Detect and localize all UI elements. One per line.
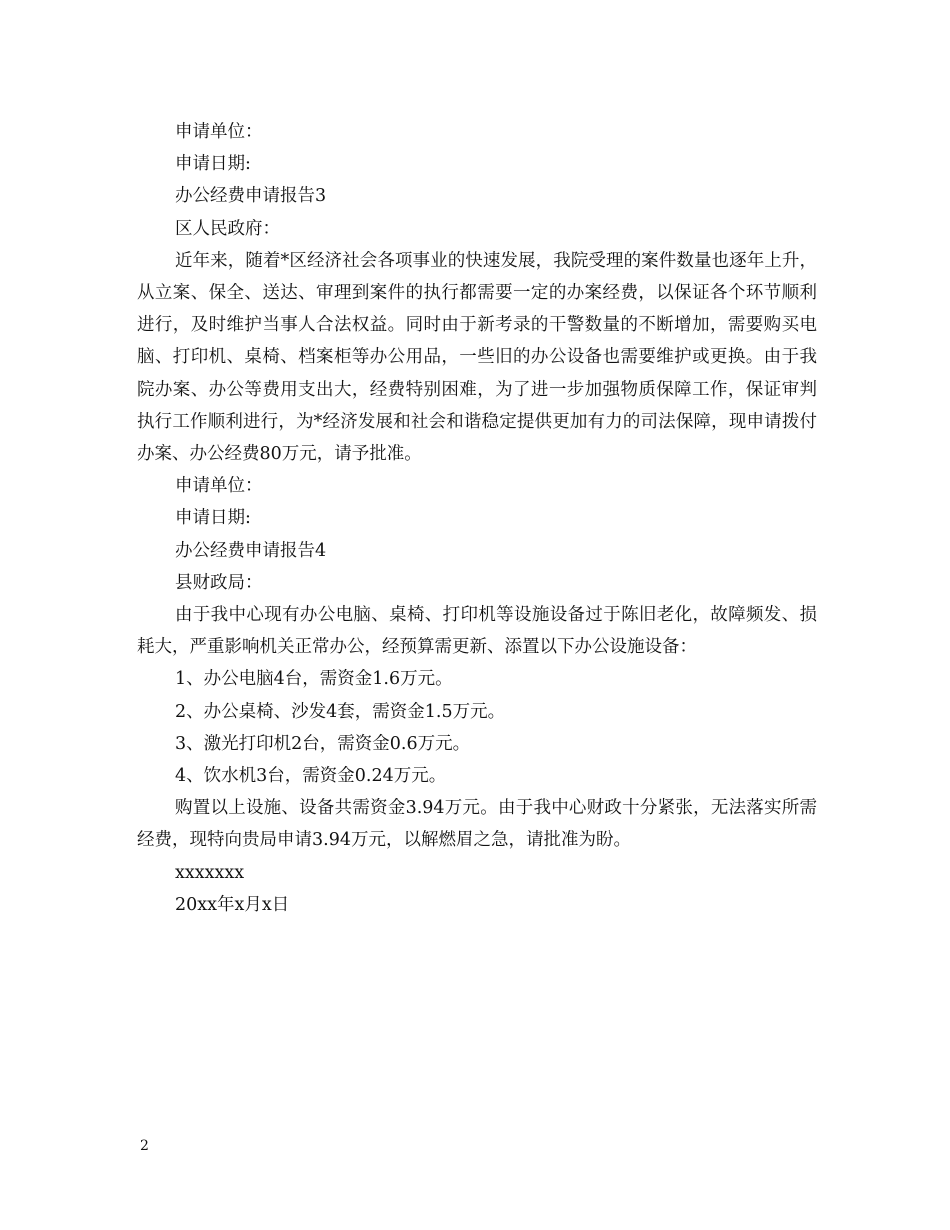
applicant-label-2: 申请单位： (175, 476, 263, 497)
equipment-item: 2、办公桌椅、沙发4套，需资金1.5万元。 (175, 701, 506, 722)
document-content (137, 116, 817, 921)
equipment-item: 1、办公电脑4台，需资金1.6万元。 (175, 669, 453, 690)
equipment-item: 4、饮水机3台，需资金0.24万元。 (175, 766, 447, 787)
application-date-label: 申请日期: (175, 154, 251, 175)
report-4-closing: 购置以上设施、设备共需资金3.94万元。由于我中心财政十分紧张，无法落实所需经费，现特向贵局申请3.94万元，以解燃眉之急，请批准为盼。 (137, 798, 817, 851)
signature-date: 20xx年x月x日 (175, 894, 290, 915)
equipment-item: 3、激光打印机2台，需资金0.6万元。 (175, 733, 471, 754)
page-number: 2 (140, 1138, 149, 1154)
applicant-label: 申请单位： (175, 122, 263, 142)
report-4-addressee: 县财政局： (175, 572, 263, 593)
signature: xxxxxxx (175, 862, 245, 883)
application-date-label-2: 申请日期: (175, 508, 251, 529)
report-3-title: 办公经费申请报告3 (175, 186, 327, 207)
report-4-intro: 由于我中心现有办公电脑、桌椅、打印机等设施设备过于陈旧老化，故障频发、损耗大，严重影响机关正常办公，经预算需更新、添置以下办公设施设备： (137, 605, 817, 658)
report-4-title: 办公经费申请报告4 (175, 540, 327, 561)
report-3-addressee: 区人民政府： (175, 218, 280, 239)
report-3-body: 近年来，随着*区经济社会各项事业的快速发展，我院受理的案件数量也逐年上升，从立案、保全、送达、审理到案件的执行都需要一定的办案经费，以保证各个环节顺利进行，及时维护当事人合法权益。同时由于新考录的干警数量的不断增加，需要购买电脑、打印机、桌椅、档案柜等办公用品，一些旧的办公设备也需要维护或更换。由于我院办案、办公等费用支出大，经费特别困难，为了进一步加强物质保障工作，保证审判执行工作顺利进行，为*经济发展和社会和谐稳定提供更加有力的司法保障，现申请拨付办案、办公经费80万元，请予批准。 (137, 250, 817, 465)
